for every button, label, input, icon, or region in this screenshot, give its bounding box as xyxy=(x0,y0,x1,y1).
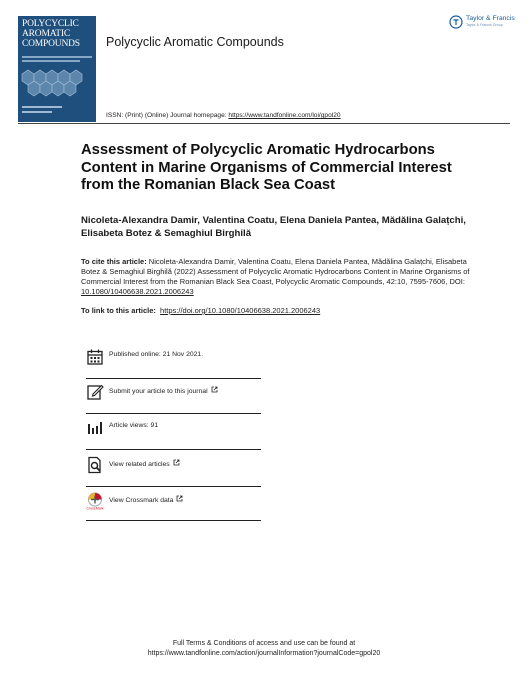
related-articles-row[interactable] xyxy=(86,456,261,492)
issn-text: ISSN: (Print) (Online) Journal homepage: xyxy=(106,112,229,119)
hexagon-pattern-icon xyxy=(18,66,96,102)
article-title: Assessment of Polycyclic Aromatic Hydrocarbons Content in Marine Organisms of Commercial Interest from the Romanian Black Sea Coast xyxy=(81,142,452,193)
cover-footer-bar xyxy=(22,111,52,113)
article-link-label: To link to this article: xyxy=(81,306,156,315)
external-link-icon xyxy=(173,459,180,466)
publisher-logo-name: Taylor & Francis xyxy=(466,15,515,22)
published-online-text: Published online: 21 Nov 2021. xyxy=(109,351,204,358)
cover-title-line: AROMATIC xyxy=(22,29,71,39)
crossmark-icon xyxy=(86,492,104,510)
cover-footer-bar xyxy=(22,106,62,108)
publisher-logo-icon xyxy=(449,15,463,29)
submit-article-row[interactable] xyxy=(86,383,261,419)
publisher-logo xyxy=(449,14,513,34)
journal-name: Polycyclic Aromatic Compounds xyxy=(106,35,284,49)
row-divider xyxy=(86,413,261,414)
journal-cover-image xyxy=(18,16,96,122)
citation-label: To cite this article: xyxy=(81,257,147,266)
edit-document-icon xyxy=(86,383,104,401)
journal-homepage-link[interactable]: https://www.tandfonline.com/loi/gpol20 xyxy=(228,112,341,119)
calendar-icon xyxy=(86,348,104,366)
cover-title-line: COMPOUNDS xyxy=(22,39,80,49)
search-document-icon xyxy=(86,456,104,474)
crossmark-link[interactable] xyxy=(109,495,183,504)
terms-footer xyxy=(0,639,528,659)
publisher-logo-tagline: Taylor & Francis Group xyxy=(466,23,503,27)
cover-subtitle-bar xyxy=(22,60,80,62)
terms-footer-link[interactable]: https://www.tandfonline.com/action/journalInformation?journalCode=gpol20 xyxy=(147,650,381,657)
citation-block xyxy=(81,257,476,297)
row-divider xyxy=(86,486,261,487)
crossmark-text: View Crossmark data xyxy=(109,497,174,504)
published-online-row xyxy=(86,348,261,384)
crossmark-icon-label: CrossMark xyxy=(86,506,104,510)
bar-chart-icon xyxy=(86,419,104,437)
article-authors: Nicoleta-Alexandra Damir, Valentina Coatu, Elena Daniela Pantea, Mădălina Galațchi, Elisabeta Botez & Semaghiul Birghilă xyxy=(81,215,466,239)
cover-subtitle-bar xyxy=(22,56,92,58)
citation-doi-link[interactable]: 10.1080/10406638.2021.2006243 xyxy=(81,287,194,296)
issn-line xyxy=(106,112,341,119)
external-link-icon xyxy=(176,495,183,502)
row-divider xyxy=(86,520,261,521)
row-divider xyxy=(86,449,261,450)
cover-title-line: POLYCYCLIC xyxy=(22,19,79,29)
terms-footer-text: Full Terms & Conditions of access and use can be found at xyxy=(172,640,356,647)
row-divider xyxy=(86,378,261,379)
header-divider xyxy=(18,123,510,124)
article-views-row xyxy=(86,419,261,455)
external-link-icon xyxy=(211,386,218,393)
submit-article-link[interactable] xyxy=(109,386,218,395)
related-articles-link[interactable] xyxy=(109,459,180,468)
article-doi-link[interactable]: https://doi.org/10.1080/10406638.2021.2006243 xyxy=(160,306,321,315)
citation-text: Nicoleta-Alexandra Damir, Valentina Coatu, Elena Daniela Pantea, Mădălina Galațchi, Elisabeta Botez & Semaghiul Birghilă (2022) Assessment of Polycyclic Aromatic Hydrocarbons Content in Marine Organisms of Commercial Interest from the Romanian Black Sea Coast, Polycyclic Aromatic Compounds, 42:10, 7595-7606, DOI: xyxy=(81,257,470,286)
article-views-text: Article views: 91 xyxy=(109,422,159,429)
related-articles-text: View related articles xyxy=(109,461,170,468)
crossmark-row[interactable] xyxy=(86,492,261,528)
article-link-line xyxy=(81,306,320,315)
submit-article-text: Submit your article to this journal xyxy=(109,388,208,395)
